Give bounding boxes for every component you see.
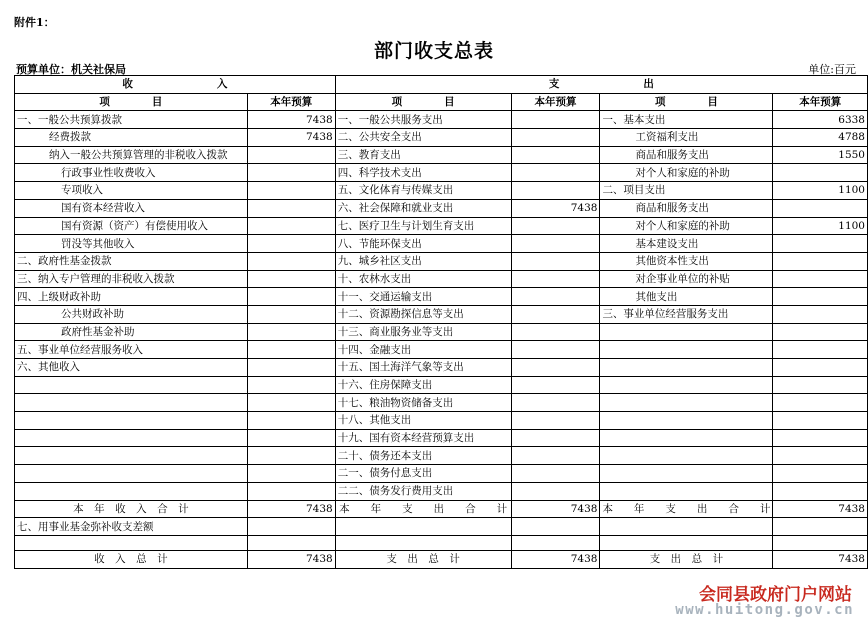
expense-category-item: 对个人和家庭的补助 — [600, 164, 773, 182]
expense-category-item: 二、项目支出 — [600, 182, 773, 200]
expense-item: 十四、金融支出 — [335, 341, 511, 359]
expense-category-item: 一、基本支出 — [600, 111, 773, 129]
expense-budget — [511, 376, 600, 394]
expense-budget — [511, 341, 600, 359]
income-total-value: 7438 — [247, 500, 335, 518]
table-row — [15, 447, 868, 465]
table-row — [15, 359, 868, 377]
column-header-item: 项 目 — [15, 93, 248, 111]
expense-item: 二二、债务发行费用支出 — [335, 482, 511, 500]
expense-item: 二一、债务付息支出 — [335, 465, 511, 483]
expense-item: 十三、商业服务业等支出 — [335, 323, 511, 341]
expense-category-item — [600, 323, 773, 341]
expense-category-budget — [773, 465, 868, 483]
column-header-budget: 本年预算 — [511, 93, 600, 111]
expense-category-item: 基本建设支出 — [600, 235, 773, 253]
expense-item: 五、文化体育与传媒支出 — [335, 182, 511, 200]
table-row — [15, 341, 868, 359]
income-item — [15, 412, 248, 430]
table-row — [15, 323, 868, 341]
expense-budget — [511, 146, 600, 164]
income-item — [15, 429, 248, 447]
income-item: 政府性基金补助 — [15, 323, 248, 341]
table-row — [15, 182, 868, 200]
income-budget — [247, 465, 335, 483]
income-item: 行政事业性收费收入 — [15, 164, 248, 182]
income-budget: 7438 — [247, 111, 335, 129]
expense-category-budget — [773, 482, 868, 500]
expense-category-budget — [773, 341, 868, 359]
expense-budget — [511, 447, 600, 465]
table-row — [15, 235, 868, 253]
table-row — [15, 482, 868, 500]
table-row — [15, 199, 868, 217]
table-row — [15, 394, 868, 412]
income-budget — [247, 447, 335, 465]
expense-item: 七、医疗卫生与计划生育支出 — [335, 217, 511, 235]
expense-category-item: 其他支出 — [600, 288, 773, 306]
income-budget — [247, 412, 335, 430]
expense-item: 十五、国土海洋气象等支出 — [335, 359, 511, 377]
expense-category-budget: 1550 — [773, 146, 868, 164]
table-row — [15, 305, 868, 323]
expense-budget — [511, 394, 600, 412]
table-row — [15, 217, 868, 235]
expense-item: 十、农林水支出 — [335, 270, 511, 288]
income-item: 罚没等其他收入 — [15, 235, 248, 253]
expense-item: 四、科学技术支出 — [335, 164, 511, 182]
expense-category-budget — [773, 359, 868, 377]
expense-grand-total-label: 支 出 总 计 — [335, 550, 511, 568]
expense-category-budget — [773, 429, 868, 447]
expense-item: 一、一般公共服务支出 — [335, 111, 511, 129]
income-item — [15, 394, 248, 412]
expense-grand-total-label-2: 支 出 总 计 — [600, 550, 773, 568]
expense-item: 十二、资源勘探信息等支出 — [335, 305, 511, 323]
expense-budget — [511, 429, 600, 447]
attachment-label: 附件1： — [14, 16, 55, 29]
expense-category-item — [600, 394, 773, 412]
income-item: 公共财政补助 — [15, 305, 248, 323]
expense-total-value-2: 7438 — [773, 500, 868, 518]
table-row — [15, 429, 868, 447]
expense-category-budget — [773, 252, 868, 270]
income-item: 纳入一般公共预算管理的非税收入拨款 — [15, 146, 248, 164]
income-item: 一、一般公共预算拨款 — [15, 111, 248, 129]
income-budget — [247, 235, 335, 253]
column-header-budget: 本年预算 — [773, 93, 868, 111]
expense-item: 十九、国有资本经营预算支出 — [335, 429, 511, 447]
table-row — [15, 465, 868, 483]
income-budget — [247, 164, 335, 182]
income-budget: 7438 — [247, 129, 335, 147]
income-item: 二、政府性基金拨款 — [15, 252, 248, 270]
balance-label: 七、用事业基金弥补收支差额 — [15, 518, 248, 536]
expense-category-item: 商品和服务支出 — [600, 146, 773, 164]
income-grand-total-label: 收 入 总 计 — [15, 550, 248, 568]
expense-category-item — [600, 465, 773, 483]
income-budget — [247, 146, 335, 164]
income-budget — [247, 182, 335, 200]
expense-item: 十六、住房保障支出 — [335, 376, 511, 394]
expense-category-item — [600, 412, 773, 430]
table-row — [15, 252, 868, 270]
income-budget — [247, 217, 335, 235]
column-header-budget: 本年预算 — [247, 93, 335, 111]
income-budget — [247, 341, 335, 359]
expense-budget — [511, 129, 600, 147]
expense-category-budget — [773, 235, 868, 253]
page-title: 部门收支总表 — [373, 40, 494, 62]
income-item — [15, 482, 248, 500]
income-budget — [247, 359, 335, 377]
expense-category-item — [600, 359, 773, 377]
income-item: 专项收入 — [15, 182, 248, 200]
expense-category-budget — [773, 376, 868, 394]
expense-grand-total-value: 7438 — [511, 550, 600, 568]
expense-category-item — [600, 429, 773, 447]
watermark-url: www.huitong.gov.cn — [675, 602, 854, 618]
income-budget — [247, 376, 335, 394]
expense-grand-total-value-2: 7438 — [773, 550, 868, 568]
income-item — [15, 465, 248, 483]
expense-category-budget — [773, 447, 868, 465]
expense-item: 十一、交通运输支出 — [335, 288, 511, 306]
expense-category-budget — [773, 394, 868, 412]
expense-category-budget: 4788 — [773, 129, 868, 147]
table-row — [15, 376, 868, 394]
expense-item: 二十、债务还本支出 — [335, 447, 511, 465]
income-budget — [247, 394, 335, 412]
watermark-site-name: 会同县政府门户网站 — [699, 585, 852, 605]
budget-table — [14, 75, 868, 569]
expense-budget — [511, 323, 600, 341]
expense-budget — [511, 412, 600, 430]
income-item: 经费拨款 — [15, 129, 248, 147]
expense-category-item: 工资福利支出 — [600, 129, 773, 147]
expense-item: 三、教育支出 — [335, 146, 511, 164]
expense-category-budget — [773, 323, 868, 341]
expense-category-item — [600, 482, 773, 500]
income-budget — [247, 305, 335, 323]
column-header-item: 项 目 — [600, 93, 773, 111]
table-row — [15, 146, 868, 164]
expense-category-budget — [773, 164, 868, 182]
income-budget — [247, 429, 335, 447]
table-row — [15, 270, 868, 288]
expense-budget — [511, 252, 600, 270]
expense-category-item: 商品和服务支出 — [600, 199, 773, 217]
expense-category-budget — [773, 270, 868, 288]
expense-category-budget: 6338 — [773, 111, 868, 129]
expense-item: 九、城乡社区支出 — [335, 252, 511, 270]
expense-category-budget — [773, 288, 868, 306]
expense-budget — [511, 288, 600, 306]
expense-category-item: 三、事业单位经营服务支出 — [600, 305, 773, 323]
income-item: 三、纳入专户管理的非税收入拨款 — [15, 270, 248, 288]
expense-total-label-2: 本 年 支 出 合 计 — [600, 500, 773, 518]
expense-category-item — [600, 341, 773, 359]
expense-category-budget — [773, 412, 868, 430]
currency-unit: 单位:百元 — [808, 63, 856, 76]
income-budget — [247, 199, 335, 217]
expense-category-budget: 1100 — [773, 217, 868, 235]
expense-category-budget: 1100 — [773, 182, 868, 200]
income-total-label: 本 年 收 入 合 计 — [15, 500, 248, 518]
expense-category-budget — [773, 199, 868, 217]
column-header-item: 项 目 — [335, 93, 511, 111]
income-item: 四、上级财政补助 — [15, 288, 248, 306]
expense-budget — [511, 305, 600, 323]
expense-budget — [511, 482, 600, 500]
expense-budget — [511, 270, 600, 288]
income-budget — [247, 482, 335, 500]
expense-budget — [511, 111, 600, 129]
expense-budget — [511, 235, 600, 253]
income-item — [15, 376, 248, 394]
expense-item: 八、节能环保支出 — [335, 235, 511, 253]
expense-budget — [511, 182, 600, 200]
expense-budget — [511, 359, 600, 377]
income-item: 六、其他收入 — [15, 359, 248, 377]
income-grand-total-value: 7438 — [247, 550, 335, 568]
expense-budget: 7438 — [511, 199, 600, 217]
expense-category-item: 对个人和家庭的补助 — [600, 217, 773, 235]
expense-category-item — [600, 376, 773, 394]
income-budget — [247, 270, 335, 288]
table-row — [15, 412, 868, 430]
expense-budget — [511, 164, 600, 182]
table-row — [15, 164, 868, 182]
expense-item: 十七、粮油物资储备支出 — [335, 394, 511, 412]
expense-category-item: 对企事业单位的补贴 — [600, 270, 773, 288]
income-item: 国有资源（资产）有偿使用收入 — [15, 217, 248, 235]
expense-item: 二、公共安全支出 — [335, 129, 511, 147]
income-budget — [247, 323, 335, 341]
table-row — [15, 288, 868, 306]
expense-category-item: 其他资本性支出 — [600, 252, 773, 270]
income-item — [15, 447, 248, 465]
expense-item: 六、社会保障和就业支出 — [335, 199, 511, 217]
budget-unit: 预算单位：机关社保局 — [16, 63, 126, 76]
income-budget — [247, 288, 335, 306]
expense-header: 支 出 — [335, 76, 867, 94]
expense-item: 十八、其他支出 — [335, 412, 511, 430]
table-row — [15, 111, 868, 129]
expense-budget — [511, 217, 600, 235]
expense-category-item — [600, 447, 773, 465]
income-header: 收 入 — [15, 76, 336, 94]
expense-total-value: 7438 — [511, 500, 600, 518]
expense-category-budget — [773, 305, 868, 323]
income-budget — [247, 252, 335, 270]
expense-total-label: 本 年 支 出 合 计 — [335, 500, 511, 518]
income-item: 五、事业单位经营服务收入 — [15, 341, 248, 359]
income-item: 国有资本经营收入 — [15, 199, 248, 217]
table-row — [15, 129, 868, 147]
expense-budget — [511, 465, 600, 483]
